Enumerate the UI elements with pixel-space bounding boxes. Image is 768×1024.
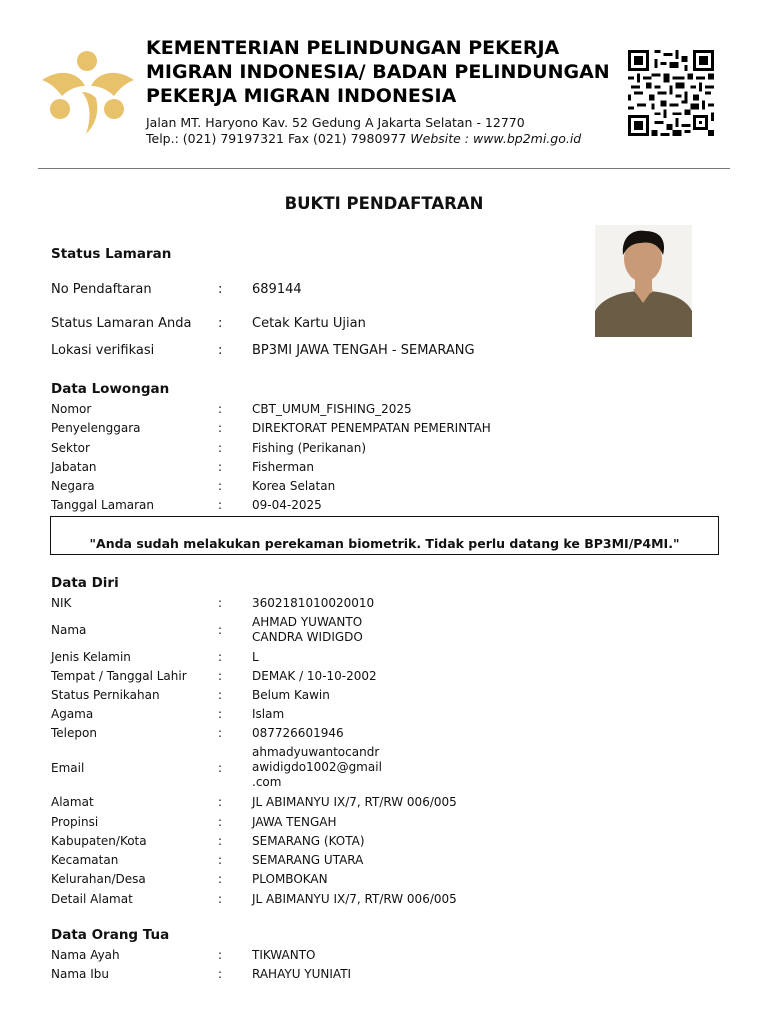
header-divider [38, 168, 730, 169]
field-separator: : [218, 402, 223, 416]
field-value: SEMARANG (KOTA) [252, 834, 365, 848]
field-separator: : [218, 761, 223, 775]
field-label: Nomor [51, 402, 92, 416]
field-separator: : [218, 834, 223, 848]
field-separator: : [218, 479, 223, 493]
field-label: Tempat / Tanggal Lahir [51, 669, 187, 683]
phone-fax: Telp.: (021) 79197321 Fax (021) 7980977 [146, 131, 407, 146]
field-label: Status Pernikahan [51, 688, 160, 702]
field-label: Alamat [51, 795, 94, 809]
field-label: Nama Ibu [51, 967, 109, 981]
qr-code-icon [626, 50, 716, 136]
section-heading-lowongan: Data Lowongan [51, 381, 170, 397]
field-label: Telepon [51, 726, 97, 740]
field-label: Penyelenggara [51, 421, 141, 435]
address-line: Jalan MT. Haryono Kav. 52 Gedung A Jakarta Selatan - 12770 [146, 115, 525, 130]
field-value: AHMAD YUWANTO CANDRA WIDIGDO [252, 615, 363, 644]
org-name-line-1: KEMENTERIAN PELINDUNGAN PEKERJA [146, 37, 560, 59]
field-separator: : [218, 892, 223, 906]
field-value: JAWA TENGAH [252, 815, 337, 829]
field-separator: : [218, 282, 223, 297]
section-heading-status: Status Lamaran [51, 246, 172, 262]
field-value: 087726601946 [252, 726, 344, 740]
contact-line [146, 131, 581, 147]
field-separator: : [218, 948, 223, 962]
field-value: SEMARANG UTARA [252, 853, 364, 867]
field-label: No Pendaftaran [51, 282, 152, 297]
field-value: TIKWANTO [252, 948, 316, 962]
field-separator: : [218, 441, 223, 455]
field-separator: : [218, 853, 223, 867]
field-value: DEMAK / 10-10-2002 [252, 669, 377, 683]
document-title: BUKTI PENDAFTARAN [284, 194, 484, 213]
field-value: 09-04-2025 [252, 498, 322, 512]
field-label: Sektor [51, 441, 90, 455]
field-separator: : [218, 872, 223, 886]
field-label: Agama [51, 707, 94, 721]
field-value: DIREKTORAT PENEMPATAN PEMERINTAH [252, 421, 491, 435]
field-separator: : [218, 460, 223, 474]
field-value: Belum Kawin [252, 688, 330, 702]
field-value: Fisherman [252, 460, 314, 474]
field-label: Nama [51, 623, 87, 637]
field-separator: : [218, 669, 223, 683]
field-value: CBT_UMUM_FISHING_2025 [252, 402, 412, 416]
field-label: Detail Alamat [51, 892, 133, 906]
field-separator: : [218, 498, 223, 512]
field-separator: : [218, 316, 223, 331]
field-separator: : [218, 815, 223, 829]
field-separator: : [218, 688, 223, 702]
field-value: Islam [252, 707, 285, 721]
biometric-notice: "Anda sudah melakukan perekaman biometrik. Tidak perlu datang ke BP3MI/P4MI." [50, 516, 719, 555]
field-label: Negara [51, 479, 95, 493]
applicant-photo [595, 225, 692, 337]
field-value: 689144 [252, 282, 302, 297]
org-name-line-3: PEKERJA MIGRAN INDONESIA [146, 85, 457, 107]
field-separator: : [218, 967, 223, 981]
field-value: BP3MI JAWA TENGAH - SEMARANG [252, 343, 475, 358]
organization-name [146, 36, 616, 108]
section-heading-orang-tua: Data Orang Tua [51, 927, 170, 943]
field-value: 3602181010020010 [252, 596, 375, 610]
field-label: Kabupaten/Kota [51, 834, 147, 848]
field-value: JL ABIMANYU IX/7, RT/RW 006/005 [252, 892, 457, 906]
website: Website : www.bp2mi.go.id [410, 131, 582, 146]
field-label: Kelurahan/Desa [51, 872, 146, 886]
field-label: Propinsi [51, 815, 99, 829]
field-label: Jenis Kelamin [51, 650, 131, 664]
field-label: Nama Ayah [51, 948, 120, 962]
field-label: Status Lamaran Anda [51, 316, 192, 331]
field-value: PLOMBOKAN [252, 872, 328, 886]
field-separator: : [218, 795, 223, 809]
bp2mi-logo-icon [38, 46, 138, 136]
field-separator: : [218, 726, 223, 740]
field-separator: : [218, 596, 223, 610]
field-value: Korea Selatan [252, 479, 336, 493]
field-separator: : [218, 421, 223, 435]
field-label: Tanggal Lamaran [51, 498, 155, 512]
field-label: Jabatan [51, 460, 97, 474]
field-label: Lokasi verifikasi [51, 343, 155, 358]
org-name-line-2: MIGRAN INDONESIA/ BADAN PELINDUNGAN [146, 61, 610, 83]
field-value: ahmadyuwantocandr awidigdo1002@gmail .com [252, 745, 382, 789]
field-separator: : [218, 707, 223, 721]
field-separator: : [218, 623, 223, 637]
field-separator: : [218, 650, 223, 664]
field-value: Cetak Kartu Ujian [252, 316, 366, 331]
field-value: L [252, 650, 259, 664]
field-value: RAHAYU YUNIATI [252, 967, 352, 981]
field-label: Email [51, 761, 85, 775]
field-label: Kecamatan [51, 853, 119, 867]
field-separator: : [218, 343, 223, 358]
person-photo-icon [595, 225, 692, 337]
field-label: NIK [51, 596, 72, 610]
organization-address [146, 115, 581, 147]
field-value: JL ABIMANYU IX/7, RT/RW 006/005 [252, 795, 457, 809]
section-heading-diri: Data Diri [51, 575, 119, 591]
field-value: Fishing (Perikanan) [252, 441, 367, 455]
